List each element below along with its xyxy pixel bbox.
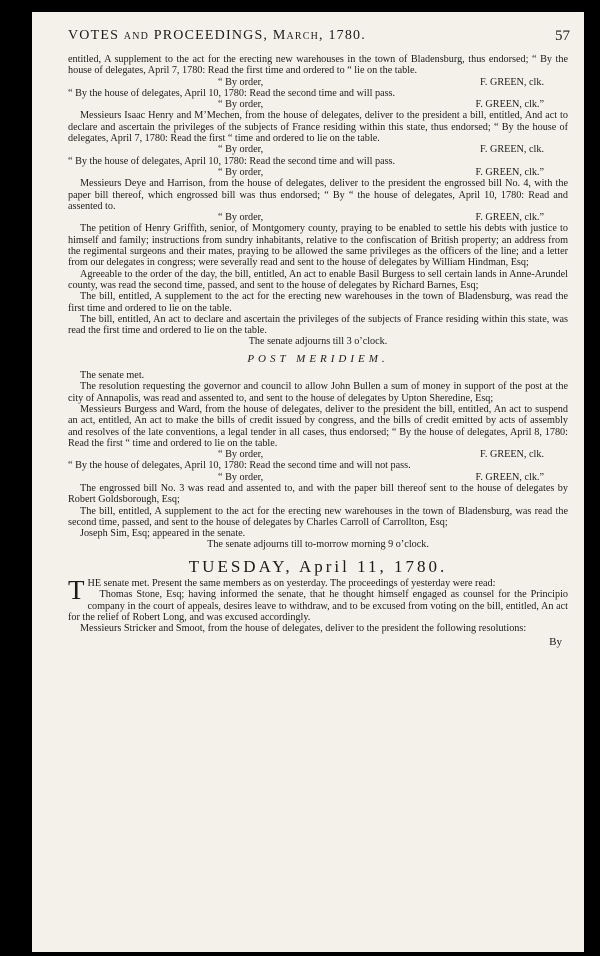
paragraph: The engrossed bill No. 3 was read and assented to, and with the paper bill thereof sent to the house of delegates by Robert Goldsborough, Esq; <box>68 482 568 506</box>
paragraph: Agreeable to the order of the day, the bill, entitled, An act to enable Basil Burgess to sell certain lands in Anne-Arundel county, was read the second time, passed, and sent to the house of delegates by Richard Barnes, Esq; <box>68 268 568 291</box>
by-order: “ By order, <box>218 99 264 111</box>
adjournment-note: The senate adjourns till to-morrow morning 9 o’clock. <box>207 539 429 551</box>
paragraph: Messieurs Isaac Henry and M’Mechen, from the house of delegates, deliver to the president a bill, entitled, And act to declare and ascertain the privileges of the subjects of France residing within this state, thus endorsed; “ By the house of delegates, April 7, 1780: Read the first “ time and ordered to lie on the table. <box>68 110 568 145</box>
catchword: By <box>549 635 562 648</box>
clerk-signature: F. GREEN, clk. <box>480 449 544 461</box>
paragraph: Messieurs Stricker and Smoot, from the house of delegates, deliver to the president the following resolutions: <box>80 623 527 635</box>
page-content <box>68 28 568 648</box>
signature-line <box>68 449 568 460</box>
paragraph: “ By the house of delegates, April 10, 1780: Read the second time and will pass. <box>68 155 396 167</box>
by-order: “ By order, <box>218 471 264 483</box>
signature-line <box>68 77 568 88</box>
by-order: “ By order, <box>218 144 264 156</box>
paragraph: The bill, entitled, A supplement to the act for the erecting new warehouses in the town of Bladensburg, was read the first time and ordered to lie on the table. <box>68 291 568 314</box>
signature-line <box>68 212 568 223</box>
document-page <box>32 12 584 952</box>
paragraph: The petition of Henry Griffith, senior, of Montgomery county, praying to be enabled to settle his debts with justice to himself and family; instructions from sundry inhabitants, relative to the confiscation of British property; an address from the regimental surgeons and their mates, praying to be allowed the same privileges as the officers of the line; and a letter from our delegates in congress; were severally read and sent to the house of delegates by William Hindman, Esq; <box>68 223 568 269</box>
paragraph: Messieurs Deye and Harrison, from the house of delegates, deliver to the president the engrossed bill No. 4, with the paper bill thereof, which engrossed bill was thus endorsed; “ By “ the house of delegates, April 10, 1780: Read and assented to. <box>68 178 568 212</box>
drop-cap: T <box>68 575 85 606</box>
clerk-signature: F. GREEN, clk.” <box>475 471 544 483</box>
by-order: “ By order, <box>218 449 264 461</box>
paragraph: Messieurs Burgess and Ward, from the house of delegates, deliver to the president the bill, entitled, An act to suspend an act, entitled, An act to make the bills of credit issued by congress, and the bills of credit emitted by acts of assembly and resolves of the late conventions, a legal tender in all cases, thus endorsed; “ By the house of delegates, April 8, 1780: Read the first “ time and ordered to lie on the table. <box>68 403 568 449</box>
paragraph: The senate met. <box>80 370 145 382</box>
paragraph: The bill, entitled, An act to declare and ascertain the privileges of the subjects of France residing within this state, was read the first time and ordered to lie on the table. <box>68 313 568 337</box>
by-order: “ By order, <box>218 212 264 224</box>
by-order: “ By order, <box>218 166 264 178</box>
paragraph: The bill, entitled, A supplement to the act for the erecting new warehouses in the town of Bladensburg, was read the second time, passed, and sent to the house of delegates by Charles Carroll of Carrollton, Esq; <box>68 505 568 528</box>
section-heading: POST MERIDIEM. <box>247 352 389 365</box>
signature-line <box>68 144 568 155</box>
clerk-signature: F. GREEN, clk. <box>480 144 544 156</box>
signature-line <box>68 472 568 483</box>
paragraph: Thomas Stone, Esq; having informed the senate, that he thought himself engaged as counsel for the Principio company in the court of appeals, desires leave to withdraw, and to be excused from voting on the bill, entitled, An act for the relief of Robert Long, and was excused accordingly. <box>68 589 568 623</box>
signature-line <box>68 99 568 110</box>
adjournment-note: The senate adjourns till 3 o’clock. <box>248 336 388 348</box>
paragraph: “ By the house of delegates, April 10, 1780: Read the second time and will not pass. <box>68 460 411 472</box>
paragraph: Joseph Sim, Esq; appeared in the senate. <box>80 528 246 540</box>
day-heading: TUESDAY, April 11, 1780. <box>188 556 448 576</box>
body-text <box>68 54 568 648</box>
paragraph-text: HE senate met. Present the same members as on yesterday. The proceedings of yesterday were read: <box>87 578 496 590</box>
signature-line <box>68 167 568 178</box>
clerk-signature: F. GREEN, clk.” <box>475 166 544 178</box>
clerk-signature: F. GREEN, clk. <box>480 76 544 88</box>
running-header <box>68 28 568 54</box>
paragraph: The resolution requesting the governor and council to allow John Bullen a sum of money in support of the post at the city of Annapolis, was read and assented to, and sent to the house of delegates by Upton Sheredine, Esq; <box>68 381 568 404</box>
paragraph: entitled, A supplement to the act for the erecting new warehouses in the town of Bladensburg, thus endorsed; “ By the house of delegates, April 7, 1780: Read the first time and ordered to “ lie on the table. <box>68 54 568 77</box>
by-order: “ By order, <box>218 76 264 88</box>
paragraph: “ By the house of delegates, April 10, 1780: Read the second time and will pass. <box>68 87 396 99</box>
header-title: VOTES and PROCEEDINGS, March, 1780. <box>68 28 366 43</box>
clerk-signature: F. GREEN, clk.” <box>475 212 544 224</box>
clerk-signature: F. GREEN, clk.” <box>475 99 544 111</box>
page-number: 57 <box>555 28 570 44</box>
